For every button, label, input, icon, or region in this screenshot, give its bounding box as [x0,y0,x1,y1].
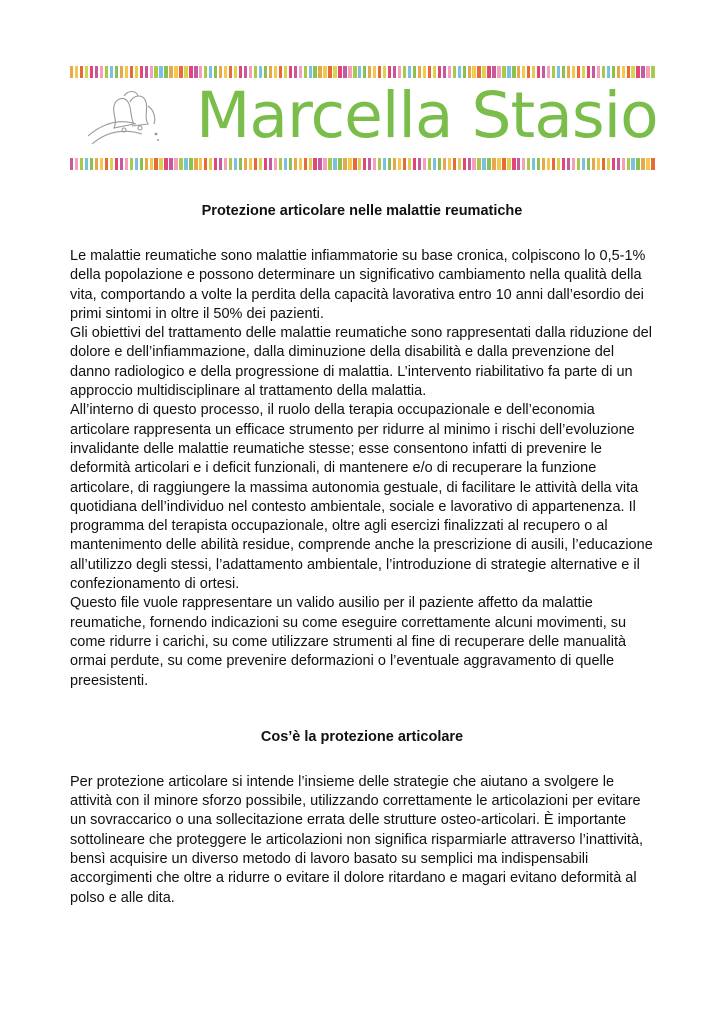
logo-area [70,79,658,156]
stripe [617,158,620,170]
stripe [622,66,625,78]
stripe [90,158,93,170]
stripe [363,66,366,78]
stripe [85,158,88,170]
stripe [343,66,346,78]
stripe [323,158,326,170]
stripe [552,158,555,170]
stripe [448,158,451,170]
stripe [472,66,475,78]
stripe [294,66,297,78]
stripe [403,158,406,170]
header-banner [70,64,658,176]
stripe [487,66,490,78]
stripe [418,66,421,78]
paragraph: Per protezione articolare si intende l’insieme delle strategie che aiutano a svolgere le attività con il minore sforzo possibile, utilizzando correttamente le articolazioni per evitare un sovraccarico o una sollecitazione errata delle strutture osteo-articolari. È importante sottolineare che proteggere le articolazioni non significa risparmiarle attraverso l’inattività, bensì acquisire un diverso metodo di lavoro basato su semplici ma indispensabili accorgimenti che oltre a ridurre o evitare il dolore ritardano e magari evitano deformità al polso e alle dita. [70,773,644,906]
stripe [388,66,391,78]
stripe [592,158,595,170]
stripe [264,66,267,78]
stripe [254,66,257,78]
bells-icon [84,84,164,154]
stripe [612,66,615,78]
stripe [433,158,436,170]
stripe [95,66,98,78]
stripe [458,66,461,78]
stripe [438,158,441,170]
stripe [408,66,411,78]
stripe [259,158,262,170]
stripe [164,158,167,170]
stripe [428,66,431,78]
stripe [388,158,391,170]
stripe [368,158,371,170]
stripe [602,66,605,78]
stripe [274,66,277,78]
stripe [140,158,143,170]
stripe [249,158,252,170]
stripe [279,66,282,78]
stripe [517,66,520,78]
stripe [497,158,500,170]
stripe [115,66,118,78]
stripe [304,158,307,170]
stripe [294,158,297,170]
stripe [373,158,376,170]
stripe [239,158,242,170]
stripe [358,158,361,170]
stripe [75,158,78,170]
stripe [353,66,356,78]
stripe [194,158,197,170]
stripe [244,158,247,170]
stripe [80,158,83,170]
stripe [299,66,302,78]
stripe [477,66,480,78]
stripe [343,158,346,170]
stripe [304,66,307,78]
stripe [557,158,560,170]
stripe [110,158,113,170]
stripe [269,158,272,170]
stripe [353,158,356,170]
stripe [150,66,153,78]
stripe [135,158,138,170]
section-title-cos-e: Cos’è la protezione articolare [260,728,464,745]
stripe [239,66,242,78]
stripe [482,158,485,170]
stripe [413,158,416,170]
stripe [70,158,73,170]
stripe [403,66,406,78]
stripe [299,158,302,170]
stripe [284,158,287,170]
stripe [463,158,466,170]
stripe [120,66,123,78]
stripe [125,158,128,170]
stripe [174,158,177,170]
stripe [269,66,272,78]
stripe [398,158,401,170]
stripe [100,66,103,78]
stripe [234,66,237,78]
stripe [254,158,257,170]
stripe [562,66,565,78]
stripe [274,158,277,170]
paragraph: All’interno di questo processo, il ruolo della terapia occupazionale e dell’economia articolare rappresenta un efficace strumento per ridurre al minimo i rischi dell’evoluzione invalidante delle malattie reumatiche stesse; esse consentono infatti di prevenire le deformità articolari e i deficit funzionali, di mantenere e/o di recuperare la funzione articolare, di raggiungere la massima autonomia gestuale, di facilitare le attività della vita quotidiana dell’individuo nel contesto ambientale, sociale e lavorativo di appartenenza. Il programma del terapista occupazionale, oltre agli esercizi finalizzati al recupero o al mantenimento delle abilità residue, comprende anche la prescrizione di ausili, l’educazione all’utilizzo degli stessi, l’adattamento ambientale, l’introduzione di strategie alternative e il confezionamento di ortesi. [70,402,653,593]
stripe [507,66,510,78]
stripe [428,158,431,170]
stripe [567,158,570,170]
document-body [70,201,654,908]
stripe [279,158,282,170]
stripe [224,66,227,78]
stripe [348,66,351,78]
stripe [423,66,426,78]
stripe [125,66,128,78]
stripe [631,66,634,78]
stripe [348,158,351,170]
stripe [562,158,565,170]
stripe [502,66,505,78]
stripe [646,158,649,170]
stripe [204,66,207,78]
stripe [398,66,401,78]
stripe [169,66,172,78]
stripe [636,158,639,170]
stripe [482,66,485,78]
stripe [472,158,475,170]
stripe [502,158,505,170]
stripe [105,66,108,78]
stripe [383,158,386,170]
stripe [199,158,202,170]
stripe [542,66,545,78]
stripe [264,158,267,170]
stripe [458,158,461,170]
stripe [463,66,466,78]
stripe [443,158,446,170]
stripe [328,158,331,170]
stripe [229,158,232,170]
paragraph: Gli obiettivi del trattamento delle malattie reumatiche sono rappresentati dalla riduzione del dolore e dell’infiammazione, dalla diminuzione della disabilità e dalla prevenzione del danno radiologico e della progressione di malattia. L’intervento riabilitativo fa parte di un approccio multidisciplinare al trattamento della malattia. [70,325,652,400]
stripe [224,158,227,170]
stripe [199,66,202,78]
stripe [527,66,530,78]
stripe [393,66,396,78]
stripe [169,158,172,170]
stripe [572,66,575,78]
stripe [492,158,495,170]
stripe [189,66,192,78]
stripe [179,66,182,78]
stripe [209,66,212,78]
stripe [174,66,177,78]
stripe [95,158,98,170]
stripe [557,66,560,78]
stripe [164,66,167,78]
stripe [438,66,441,78]
section-title-protezione: Protezione articolare nelle malattie reumatiche [201,203,523,219]
top-stripe-border [70,66,654,78]
stripe [140,66,143,78]
stripe [363,158,366,170]
stripe [468,66,471,78]
stripe [378,66,381,78]
stripe [433,66,436,78]
stripe [651,158,654,170]
stripe [453,66,456,78]
stripe [313,66,316,78]
stripe [607,66,610,78]
stripe [159,66,162,78]
stripe [284,66,287,78]
stripe [587,158,590,170]
stripe [333,66,336,78]
stripe [487,158,490,170]
stripe [408,158,411,170]
stripe [477,158,480,170]
stripe [532,66,535,78]
stripe [184,158,187,170]
stripe [443,66,446,78]
stripe [453,158,456,170]
stripe [646,66,649,78]
stripe [547,66,550,78]
stripe [597,158,600,170]
stripe [309,66,312,78]
stripe [145,66,148,78]
stripe [358,66,361,78]
stripe [532,158,535,170]
stripe [338,66,341,78]
stripe [612,158,615,170]
stripe [507,158,510,170]
stripe [328,66,331,78]
stripe [631,158,634,170]
stripe [159,158,162,170]
stripe [542,158,545,170]
stripe [622,158,625,170]
stripe [597,66,600,78]
stripe [627,158,630,170]
stripe [259,66,262,78]
stripe [333,158,336,170]
stripe [100,158,103,170]
stripe [552,66,555,78]
stripe [219,158,222,170]
stripe [587,66,590,78]
stripe [130,66,133,78]
stripe [373,66,376,78]
stripe [607,158,610,170]
stripe [602,158,605,170]
stripe [234,158,237,170]
stripe [179,158,182,170]
stripe [572,158,575,170]
stripe [641,66,644,78]
stripe [423,158,426,170]
paragraph: Questo file vuole rappresentare un valido ausilio per il paziente affetto da malattie reumatiche, fornendo indicazioni su come eseguire correttamente alcuni movimenti, su come ridurre i carichi, su come utilizzare strumenti al fine di recuperare delle manualità ormai perdute, su come prevenire deformazioni o l’eventuale aggravamento di quelle preesistenti. [70,595,627,689]
stripe [289,66,292,78]
stripe [150,158,153,170]
stripe [537,158,540,170]
brand-name: Marcella Stasio [196,79,658,152]
stripe [527,158,530,170]
stripe [75,66,78,78]
stripe [105,158,108,170]
stripe [468,158,471,170]
stripe [582,158,585,170]
stripe [323,66,326,78]
stripe [120,158,123,170]
stripe [378,158,381,170]
stripe [309,158,312,170]
stripe [289,158,292,170]
stripe [418,158,421,170]
stripe [214,66,217,78]
stripe [641,158,644,170]
stripe [448,66,451,78]
stripe [184,66,187,78]
stripe [214,158,217,170]
stripe [135,66,138,78]
stripe [512,66,515,78]
stripe [636,66,639,78]
stripe [115,158,118,170]
stripe [517,158,520,170]
stripe [85,66,88,78]
paragraph: Le malattie reumatiche sono malattie infiammatorie su base cronica, colpiscono lo 0,5-1% della popolazione e possono determinare un significativo cambiamento nella qualità della vita, comportando a volte la perdita della capacità lavorativa entro 10 anni dall’esordio dei primi sintomi in oltre il 50% dei pazienti. [70,248,646,322]
stripe [368,66,371,78]
stripe [577,158,580,170]
bottom-stripe-border [70,158,654,170]
stripe [145,158,148,170]
stripe [592,66,595,78]
stripe [537,66,540,78]
stripe [522,66,525,78]
stripe [318,158,321,170]
stripe [651,66,654,78]
stripe [249,66,252,78]
stripe [338,158,341,170]
stripe [204,158,207,170]
stripe [413,66,416,78]
stripe [80,66,83,78]
stripe [194,66,197,78]
stripe [577,66,580,78]
stripe [244,66,247,78]
stripe [627,66,630,78]
stripe [547,158,550,170]
stripe [219,66,222,78]
stripe [582,66,585,78]
stripe [567,66,570,78]
stripe [512,158,515,170]
stripe [492,66,495,78]
stripe [522,158,525,170]
stripe [70,66,73,78]
stripe [313,158,316,170]
stripe [318,66,321,78]
stripe [154,66,157,78]
stripe [383,66,386,78]
stripe [130,158,133,170]
stripe [229,66,232,78]
stripe [110,66,113,78]
stripe [154,158,157,170]
stripe [189,158,192,170]
stripe [497,66,500,78]
stripe [617,66,620,78]
stripe [209,158,212,170]
stripe [90,66,93,78]
stripe [393,158,396,170]
